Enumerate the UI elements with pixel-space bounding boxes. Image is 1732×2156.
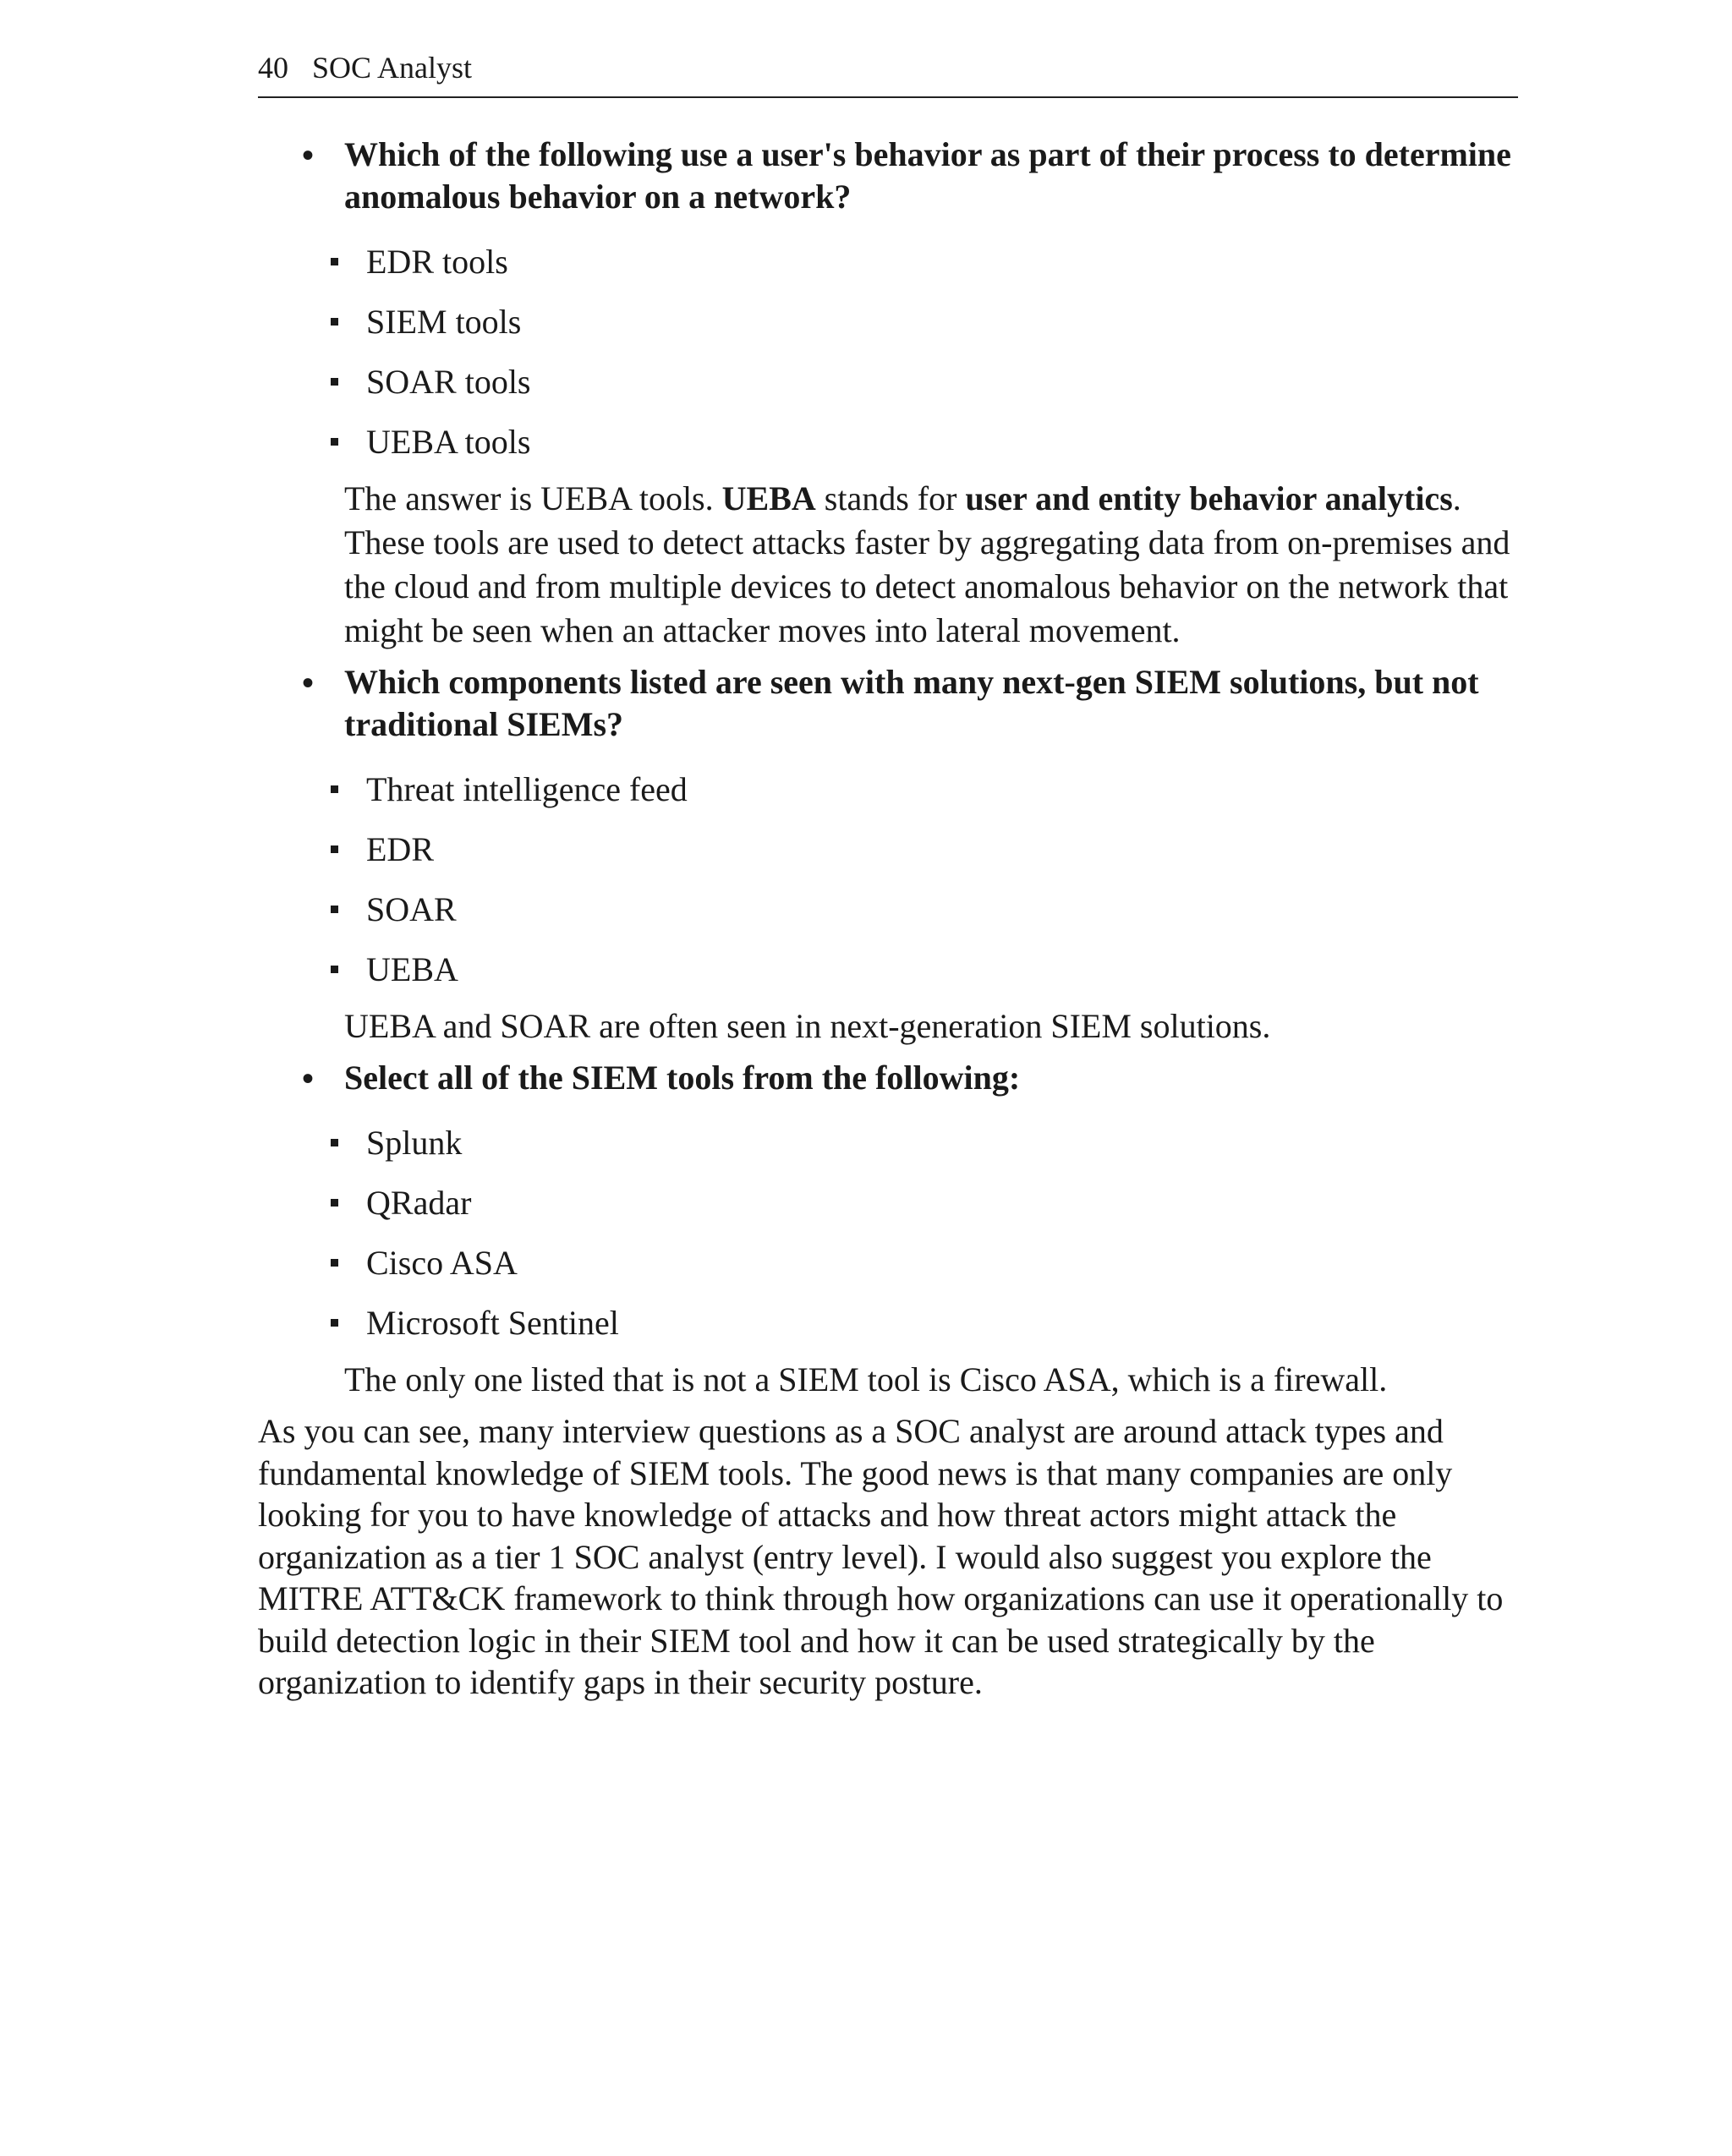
option-item [344, 300, 1518, 360]
square-bullet-icon [331, 378, 338, 386]
bullet-dot: • [302, 664, 315, 702]
option-label: UEBA tools [366, 423, 531, 461]
answer-part: stands for [815, 479, 966, 517]
bullet-dot: • [302, 1059, 315, 1097]
option-list [344, 1121, 1518, 1361]
option-item [344, 768, 1518, 828]
page-number: 40 [258, 51, 288, 85]
option-item [344, 828, 1518, 888]
question-text: Which of the following use a user's behavior as part of their process to determine anomalous behavior on a network? [344, 135, 1511, 216]
option-label: SIEM tools [366, 303, 522, 341]
square-bullet-icon [331, 438, 338, 446]
option-list [344, 768, 1518, 1008]
option-item [344, 360, 1518, 420]
square-bullet-icon [331, 845, 338, 853]
bullet-dot: • [302, 136, 315, 174]
option-item [344, 948, 1518, 1008]
answer-text [344, 477, 1518, 653]
option-label: SOAR [366, 890, 457, 928]
option-label: Splunk [366, 1124, 463, 1162]
square-bullet-icon [331, 966, 338, 973]
square-bullet-icon [331, 906, 338, 913]
option-label: Threat intelligence feed [366, 770, 688, 808]
square-bullet-icon [331, 1319, 338, 1327]
option-label: Cisco ASA [366, 1244, 518, 1282]
square-bullet-icon [331, 1199, 338, 1207]
option-item [344, 1301, 1518, 1361]
option-label: EDR tools [366, 243, 508, 281]
running-title: SOC Analyst [312, 51, 473, 85]
closing-paragraph: As you can see, many interview questions as a SOC analyst are around attack types and fundamental knowledge of SIEM tools. The good news is that many companies are only looking for you to have knowledge of attacks and how threat actors might attack the organization as a tier 1 SOC analyst (entry level). I would also suggest you explore the MITRE ATT&CK framework to think through how organizations can use it operationally to build detection logic in their SIEM tool and how it can be used strategically by the organization to identify gaps in their security posture. [258, 1412, 1504, 1701]
square-bullet-icon [331, 785, 338, 793]
option-label: EDR [366, 830, 434, 868]
square-bullet-icon [331, 318, 338, 326]
option-item [344, 240, 1518, 300]
running-header [258, 44, 1518, 98]
option-item [344, 888, 1518, 948]
option-list [344, 240, 1518, 480]
option-item [344, 1181, 1518, 1241]
question-text: Which components listed are seen with many next-gen SIEM solutions, but not traditional SIEMs? [344, 663, 1479, 743]
page-content [258, 134, 1518, 1737]
question-item [258, 1057, 1518, 1402]
option-item [344, 420, 1518, 480]
square-bullet-icon [331, 1139, 338, 1146]
question-item [258, 134, 1518, 653]
answer-bold-term: UEBA [721, 479, 816, 517]
square-bullet-icon [331, 258, 338, 265]
option-item [344, 1241, 1518, 1301]
option-label: QRadar [366, 1184, 472, 1222]
question-list [258, 134, 1518, 1402]
answer-text: The only one listed that is not a SIEM tool is Cisco ASA, which is a firewall. [344, 1360, 1388, 1398]
answer-part: The answer is UEBA tools. [344, 479, 722, 517]
question-text: Select all of the SIEM tools from the following: [344, 1059, 1021, 1097]
answer-part: . These tools are used to detect attacks faster by aggregating data from on-premises and the cloud and from multiple devices to detect anomalous behavior on the network that might be seen when an attacker moves into lateral movement. [344, 479, 1510, 649]
answer-text: UEBA and SOAR are often seen in next-generation SIEM solutions. [344, 1007, 1271, 1045]
option-label: UEBA [366, 950, 458, 988]
option-label: SOAR tools [366, 363, 531, 401]
question-item [258, 661, 1518, 1048]
option-label: Microsoft Sentinel [366, 1304, 619, 1342]
answer-bold-term: user and entity behavior analytics [965, 479, 1453, 517]
option-item [344, 1121, 1518, 1181]
square-bullet-icon [331, 1259, 338, 1267]
